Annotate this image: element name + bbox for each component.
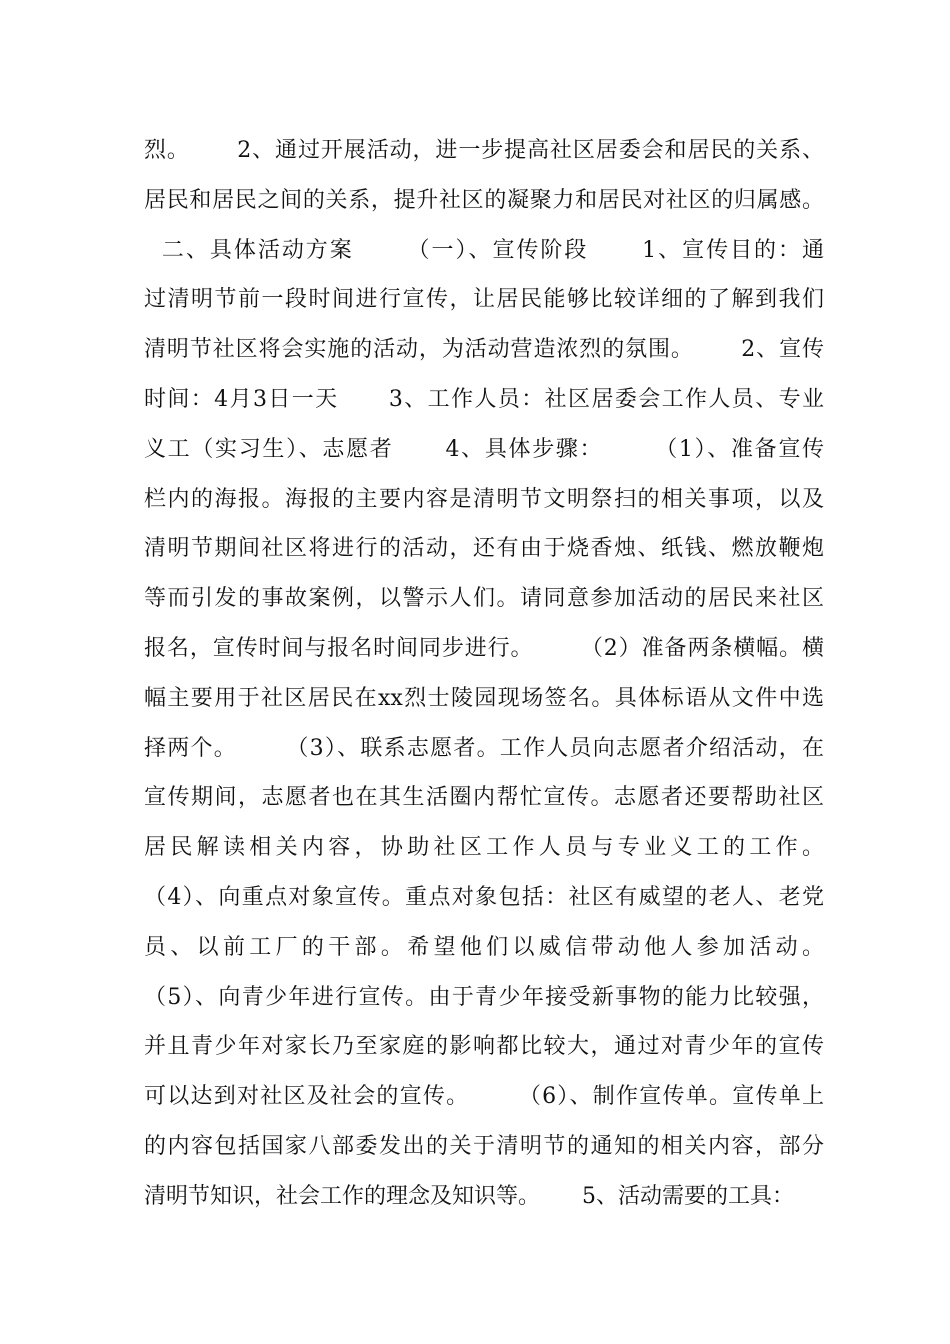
text-line: 并且青少年对家长乃至家庭的影响都比较大，通过对青少年的宣传 — [144, 1034, 824, 1060]
text-line: 清明节社区将会实施的活动，为活动营造浓烈的氛围。 2、宣传 — [144, 337, 824, 363]
text-line: 择两个。 （3）、联系志愿者。工作人员向志愿者介绍活动，在 — [144, 735, 824, 761]
text-line: 居民和居民之间的关系，提升社区的凝聚力和居民对社区的归属感。 — [144, 187, 824, 213]
text-line: 居民解读相关内容，协助社区工作人员与专业义工的工作。 — [144, 835, 824, 861]
text-line: 员、以前工厂的干部。希望他们以威信带动他人参加活动。 — [144, 934, 824, 960]
text-line: 报名，宣传时间与报名时间同步进行。 （2）准备两条横幅。横 — [144, 635, 824, 661]
text-line: 时间：4月3日一天 3、工作人员：社区居委会工作人员、专业 — [144, 386, 824, 412]
text-line: （4）、向重点对象宣传。重点对象包括：社区有威望的老人、老党 — [144, 884, 824, 910]
text-line: 烈。 2、通过开展活动，进一步提高社区居委会和居民的关系、 — [144, 138, 824, 163]
text-line: 二、具体活动方案 （一）、宣传阶段 1、宣传目的：通 — [144, 237, 824, 263]
text-line: 等而引发的事故案例，以警示人们。请同意参加活动的居民来社区 — [144, 586, 824, 612]
text-line: （5）、向青少年进行宣传。由于青少年接受新事物的能力比较强， — [144, 984, 824, 1010]
text-line: 清明节知识，社会工作的理念及知识等。 5、活动需要的工具： — [144, 1183, 794, 1209]
text-line: 幅主要用于社区居民在xx烈士陵园现场签名。具体标语从文件中选 — [144, 685, 824, 711]
text-line: 栏内的海报。海报的主要内容是清明节文明祭扫的相关事项，以及 — [144, 486, 824, 512]
text-line: 可以达到对社区及社会的宣传。 （6）、制作宣传单。宣传单上 — [144, 1084, 824, 1110]
text-line: 过清明节前一段时间进行宣传，让居民能够比较详细的了解到我们 — [144, 287, 824, 313]
text-line: 的内容包括国家八部委发出的关于清明节的通知的相关内容，部分 — [144, 1133, 824, 1159]
text-line: 宣传期间，志愿者也在其生活圈内帮忙宣传。志愿者还要帮助社区 — [144, 785, 824, 811]
text-line: 义工（实习生）、志愿者 4、具体步骤： （1）、准备宣传 — [144, 436, 824, 462]
text-line: 清明节期间社区将进行的活动，还有由于烧香烛、纸钱、燃放鞭炮 — [144, 536, 824, 562]
body-text — [144, 126, 824, 1222]
